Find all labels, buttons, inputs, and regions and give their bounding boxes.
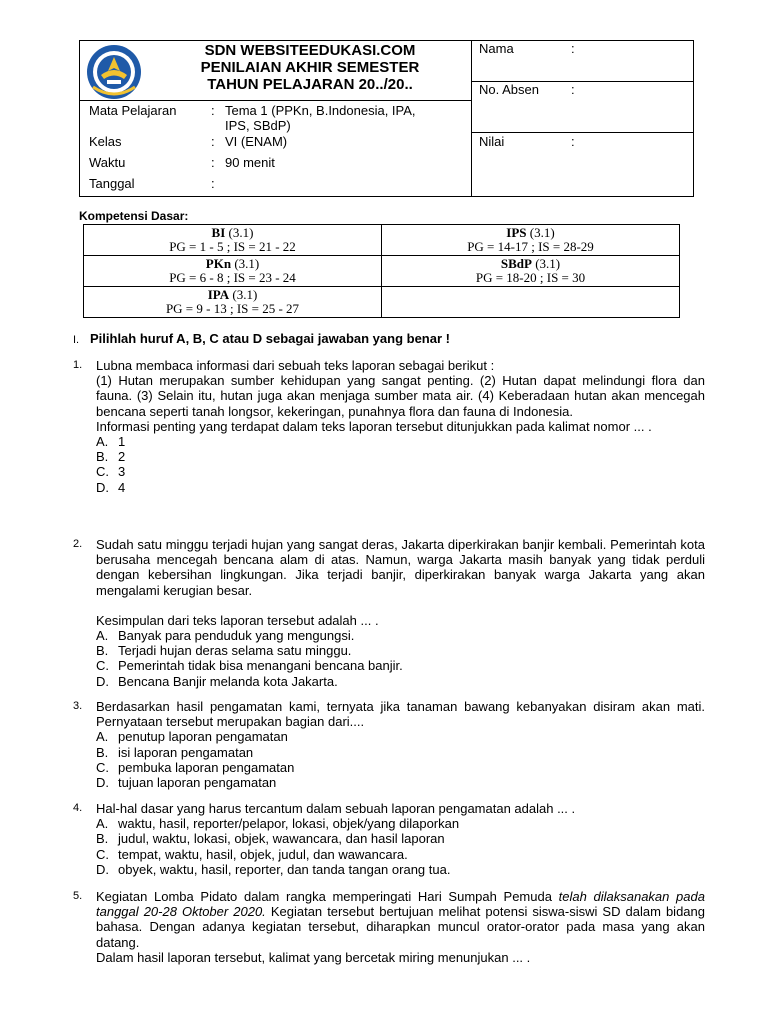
kd-detail: PG = 18-20 ; IS = 30: [475, 270, 586, 285]
option-letter: D.: [96, 479, 109, 495]
option-text: 3: [118, 464, 126, 480]
time-value: 90 menit: [225, 155, 275, 170]
answer-option[interactable]: [96, 847, 705, 862]
time-label: Waktu: [89, 155, 126, 170]
question-text: (1) Hutan merupakan sumber kehidupan yang sangat penting. (2) Hutan dapat melindungi flora dan fauna. (3) Selain itu, hutan juga akan menjaga sumber mata air. (4) Keberadaan hutan akan mencegah bencana seperti tanah longsor, kekeringan, punahnya flora dan fauna di Indonesia.: [96, 373, 705, 419]
option-text: Banyak para penduduk yang mengungsi.: [118, 628, 355, 644]
question-text-part: Kegiatan Lomba Pidato dalam rangka memperingati Hari Sumpah Pemuda: [96, 889, 559, 904]
option-letter: C.: [96, 464, 109, 480]
question-text: Hal-hal dasar yang harus tercantum dalam sebuah laporan pengamatan adalah ... .: [96, 801, 576, 816]
class-colon: :: [211, 134, 215, 149]
kd-subject: BI: [211, 225, 226, 240]
kd-code: (3.1): [234, 256, 260, 271]
option-letter: B.: [96, 449, 109, 465]
answer-option[interactable]: [96, 760, 705, 775]
kd-subject: SBdP: [500, 256, 532, 271]
italic-sentence: telah dilaksanakan pada tanggal 20-28 Oktober 2020.: [96, 889, 705, 920]
academic-year: TAHUN PELAJARAN 20../20..: [207, 76, 413, 93]
subject-value-line: IPS, SBdP): [225, 118, 291, 133]
kd-detail: PG = 6 - 8 ; IS = 23 - 24: [169, 270, 296, 285]
instruction-text: Pilihlah huruf A, B, C atau D sebagai jawaban yang benar !: [90, 331, 450, 346]
subject-label: Mata Pelajaran: [89, 103, 177, 118]
answer-option[interactable]: [96, 464, 705, 479]
kd-code: (3.1): [529, 225, 555, 240]
option-text: Pemerintah tidak bisa menangani bencana banjir.: [118, 658, 403, 674]
option-text: judul, waktu, lokasi, objek, wawancara, dan hasil laporan: [118, 831, 445, 847]
kd-detail: PG = 1 - 5 ; IS = 21 - 22: [169, 239, 296, 254]
option-text: 4: [118, 479, 126, 495]
option-text: isi laporan pengamatan: [118, 744, 254, 760]
kd-code: (3.1): [228, 225, 254, 240]
kd-cell-empty: [382, 287, 680, 318]
school-name: SDN WEBSITEEDUKASI.COM: [204, 42, 416, 59]
question-4: [73, 801, 705, 877]
date-colon: :: [211, 176, 215, 191]
kd-code: (3.1): [232, 287, 258, 302]
answer-option[interactable]: [96, 434, 705, 449]
question-number: 1.: [73, 359, 83, 371]
question-text-part: Kegiatan tersebut bertujuan melihat potensi siswa-siswi SD dalam bidang bahasa. Dengan adanya kegiatan tersebut, diharapkan muncul orator-orator pada masa yang akan datang.: [96, 904, 705, 950]
answer-option[interactable]: [96, 480, 705, 495]
option-letter: C.: [96, 658, 109, 674]
kd-detail: PG = 14-17 ; IS = 28-29: [467, 239, 594, 254]
answer-option[interactable]: [96, 628, 705, 643]
answer-option[interactable]: [96, 831, 705, 846]
option-letter: A.: [96, 816, 109, 832]
absen-label: No. Absen: [479, 82, 539, 97]
exam-title: PENILAIAN AKHIR SEMESTER: [200, 59, 420, 76]
question-text: Sudah satu minggu terjadi hujan yang sangat deras, Jakarta diperkirakan banjir kembali. Pemerintah kota berusaha mencegah bencana alam di atas. Namun, warga Jakarta masih banyak yang tidak perduli dengan kebersihan lingkungan. Jika terjadi banjir, diperkirakan banyak warga Jakarta yang akan mengalami kerugian besar.: [96, 537, 705, 598]
subject-colon: :: [211, 103, 215, 118]
question-text: [96, 889, 705, 950]
answer-option[interactable]: [96, 449, 705, 464]
absen-colon: :: [571, 82, 575, 97]
option-letter: C.: [96, 846, 109, 862]
header-rule: [471, 132, 693, 133]
option-text: 1: [118, 434, 126, 450]
header-divider: [471, 41, 472, 196]
answer-option[interactable]: [96, 658, 705, 673]
tut-wuri-handayani-logo-icon: [83, 43, 145, 101]
option-text: penutup laporan pengamatan: [118, 729, 288, 745]
option-letter: C.: [96, 759, 109, 775]
time-colon: :: [211, 155, 215, 170]
option-letter: A.: [96, 628, 109, 644]
option-text: 2: [118, 449, 126, 465]
option-letter: D.: [96, 673, 109, 689]
option-text: tujuan laporan pengamatan: [118, 775, 277, 791]
option-text: obyek, waktu, hasil, reporter, dan tanda tangan orang tua.: [118, 861, 451, 877]
option-letter: D.: [96, 775, 109, 791]
question-number: 2.: [73, 538, 83, 550]
option-letter: B.: [96, 831, 109, 847]
kd-subject: PKn: [205, 256, 232, 271]
name-label: Nama: [479, 41, 514, 56]
kd-code: (3.1): [535, 256, 561, 271]
class-value: VI (ENAM): [225, 134, 288, 149]
answer-option[interactable]: [96, 816, 705, 831]
question-text: Berdasarkan hasil pengamatan kami, ternyata jika tanaman bawang kebanyakan disiram akan mati. Pernyataan tersebut merupakan bagian dari....: [96, 699, 705, 730]
class-label: Kelas: [89, 134, 122, 149]
question-text: Lubna membaca informasi dari sebuah teks laporan sebagai berikut :: [96, 358, 495, 373]
answer-option[interactable]: [96, 674, 705, 689]
kd-cell: [382, 225, 680, 256]
section-number: I.: [73, 334, 80, 346]
question-1: [73, 358, 705, 495]
answer-option[interactable]: [96, 643, 705, 658]
kd-subject: IPA: [207, 287, 230, 302]
kd-subject: IPS: [506, 225, 527, 240]
question-number: 4.: [73, 802, 83, 814]
kd-cell: [84, 225, 382, 256]
option-text: Terjadi hujan deras selama satu minggu.: [118, 643, 352, 659]
subject-value-line: Tema 1 (PPKn, B.Indonesia, IPA,: [225, 103, 416, 118]
question-2: [73, 537, 705, 689]
score-colon: :: [571, 134, 575, 149]
option-letter: B.: [96, 744, 109, 760]
kd-detail: PG = 9 - 13 ; IS = 25 - 27: [165, 301, 300, 316]
option-text: pembuka laporan pengamatan: [118, 759, 295, 775]
answer-option[interactable]: [96, 729, 705, 744]
question-text: Kesimpulan dari teks laporan tersebut adalah ... .: [96, 612, 379, 628]
instruction: [73, 331, 450, 346]
option-letter: B.: [96, 643, 109, 659]
question-number: 3.: [73, 700, 83, 712]
subject-value: [225, 103, 465, 133]
question-text: Dalam hasil laporan tersebut, kalimat yang bercetak miring menunjukan ... .: [96, 949, 531, 965]
answer-option[interactable]: [96, 775, 705, 790]
kd-cell: [84, 256, 382, 287]
score-label: Nilai: [479, 134, 505, 149]
answer-option[interactable]: [96, 745, 705, 760]
question-number: 5.: [73, 890, 83, 902]
question-3: [73, 699, 705, 790]
question-text: Informasi penting yang terdapat dalam teks laporan tersebut ditunjukkan pada kalimat nomor ... .: [96, 418, 652, 434]
option-letter: D.: [96, 861, 109, 877]
option-text: waktu, hasil, reporter/pelapor, lokasi, objek/yang dilaporkan: [118, 816, 460, 832]
option-letter: A.: [96, 434, 109, 450]
kd-cell: [382, 256, 680, 287]
option-letter: A.: [96, 729, 109, 745]
kd-table: [83, 224, 680, 318]
option-text: tempat, waktu, hasil, objek, judul, dan wawancara.: [118, 846, 408, 862]
answer-option[interactable]: [96, 862, 705, 877]
option-text: Bencana Banjir melanda kota Jakarta.: [118, 673, 338, 689]
exam-header-box: [79, 40, 694, 197]
kd-cell: [84, 287, 382, 318]
date-label: Tanggal: [89, 176, 135, 191]
kd-title: Kompetensi Dasar:: [79, 209, 189, 223]
name-colon: :: [571, 41, 575, 56]
question-5: [73, 889, 705, 965]
